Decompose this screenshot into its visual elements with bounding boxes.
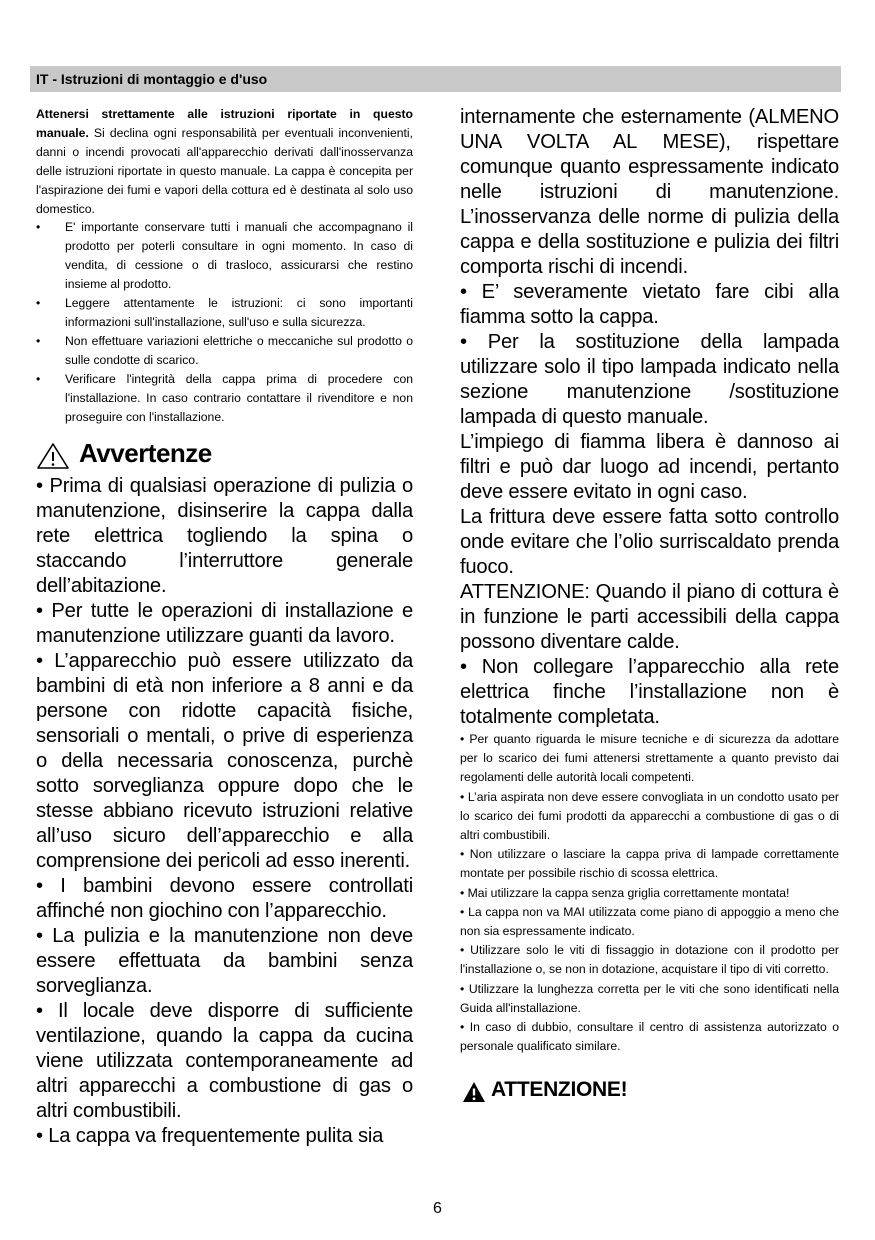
warning-paragraph: • E’ severamente vietato fare cibi alla fiamma sotto la cappa. xyxy=(460,281,839,328)
right-column xyxy=(460,105,839,1108)
warning-filled-icon xyxy=(462,1081,486,1103)
left-column xyxy=(36,105,413,1149)
list-item xyxy=(36,332,413,370)
safety-note: • In caso di dubbio, consultare il centro di assistenza autorizzato o personale qualificato similare. xyxy=(460,1020,839,1054)
list-item xyxy=(36,218,413,294)
safety-note: • Utilizzare la lunghezza corretta per le viti che sono identificati nella Guida all'installazione. xyxy=(460,981,839,1015)
bullet-dot: • xyxy=(36,333,41,348)
list-item-text: Leggere attentamente le istruzioni: ci sono importanti informazioni sull'installazione, sull'uso e sulla sicurezza. xyxy=(65,296,413,329)
list-item-text: Non effettuare variazioni elettriche o meccaniche sul prodotto o sulle condotte di scarico. xyxy=(65,333,413,367)
warning-paragraph: La frittura deve essere fatta sotto controllo onde evitare che l’olio surriscaldato prenda fuoco. xyxy=(460,506,839,578)
safety-note: • Utilizzare solo le viti di fissaggio in dotazione con il prodotto per l'installazione o, se non in dotazione, acquistare il tipo di viti corretto. xyxy=(460,943,839,977)
page-number: 6 xyxy=(433,1200,442,1217)
list-item-text: Verificare l'integrità della cappa prima di procedere con l'installazione. In caso contrario contattare il rivenditore e non proseguire con l'installazione. xyxy=(65,371,413,424)
section-header-title: IT - Istruzioni di montaggio e d'uso xyxy=(36,71,268,87)
list-item xyxy=(36,370,413,427)
warning-triangle-icon xyxy=(36,442,70,470)
bullet-dot: • xyxy=(36,371,41,386)
warnings-title: Avvertenze xyxy=(79,438,212,469)
intro-paragraph xyxy=(36,105,413,218)
warnings-heading xyxy=(36,438,413,474)
intro-bold-text: Attenersi strettamente alle istruzioni riportate in questo manuale. xyxy=(36,107,413,140)
warning-paragraph: • I bambini devono essere controllati affinché non giochino con l’apparecchio. xyxy=(36,875,413,923)
attention-heading xyxy=(460,1078,839,1108)
warning-paragraph: • Il locale deve disporre di sufficiente ventilazione, quando la cappa da cucina viene utilizzata contemporaneamente ad altri apparecchi a combustione di gas o altri combustibili. xyxy=(36,1000,413,1123)
section-header-bar xyxy=(30,66,841,92)
warning-paragraph: • L’apparecchio può essere utilizzato da bambini di età non inferiore a 8 anni e da persone con ridotte capacità fisiche, sensoriali o mentali, o prive di esperienza o della necessaria conoscenza, purchè sotto sorveglianza oppure dopo che le stesse abbiano ricevuto istruzioni relative all’uso sicuro dell’apparecchio e alla comprensione dei pericoli ad esso inerenti. xyxy=(36,650,413,873)
warning-paragraph: internamente che esternamente (ALMENO UNA VOLTA AL MESE), rispettare comunque quanto espressamente indicato nelle istruzioni di manutenzione. L’inosservanza delle norme di pulizia della cappa e della sostituzione e pulizia dei filtri comporta rischi di incendi. xyxy=(460,106,839,278)
safety-note: • L’aria aspirata non deve essere convogliata in un condotto usato per lo scarico dei fumi prodotti da apparecchi a combustione di gas o di altri combustibili. xyxy=(460,789,839,843)
warning-paragraph: L’impiego di fiamma libera è dannoso ai filtri e può dar luogo ad incendi, pertanto deve essere evitato in ogni caso. xyxy=(460,431,839,503)
warning-paragraph: • Prima di qualsiasi operazione di pulizia o manutenzione, disinserire la cappa dalla rete elettrica togliendo la spina o staccando l’interruttore generale dell’abitazione. xyxy=(36,475,413,598)
safety-note: • La cappa non va MAI utilizzata come piano di appoggio a meno che non sia espressamente indicato. xyxy=(460,904,839,939)
bullet-dot: • xyxy=(36,220,41,235)
bullet-dot: • xyxy=(36,296,41,311)
list-item-text: E' importante conservare tutti i manuali che accompagnano il prodotto per poterli consultare in ogni momento. In caso di vendita, di cessione o di trasloco, assicurarsi che restino insieme al prodotto. xyxy=(65,220,413,292)
safety-note: • Per quanto riguarda le misure tecniche e di sicurezza da adottare per lo scarico dei fumi attenersi strettamente a quanto previsto dai regolamenti delle autorità locali competenti. xyxy=(460,732,839,785)
warning-paragraph: • La cappa va frequentemente pulita sia xyxy=(36,1125,384,1148)
warning-paragraph: • La pulizia e la manutenzione non deve essere effettuata da bambini senza sorveglianza. xyxy=(36,925,413,998)
intro-bullet-list xyxy=(36,218,413,426)
warning-paragraph: • Per la sostituzione della lampada utilizzare solo il tipo lampada indicato nella sezione manutenzione /sostituzione lampada di questo manuale. xyxy=(460,331,839,428)
warning-paragraph: ATTENZIONE: Quando il piano di cottura è in funzione le parti accessibili della cappa possono diventare calde. xyxy=(460,581,839,653)
warning-paragraph: • Per tutte le operazioni di installazione e manutenzione utilizzare guanti da lavoro. xyxy=(36,600,413,648)
intro-text: Si declina ogni responsabilità per eventuali inconvenienti, danni o incendi provocati all'apparecchio derivati dall'inosservanza delle istruzioni riportate in questo manuale. La cappa è concepita per l'aspirazione dei fumi e vapori della cottura ed è destinata al solo uso domestico. xyxy=(36,125,413,216)
list-item xyxy=(36,294,413,332)
safety-note: • Non utilizzare o lasciare la cappa priva di lampade correttamente montate per possibile rischio di scossa elettrica. xyxy=(460,847,839,881)
safety-note: • Mai utilizzare la cappa senza griglia correttamente montata! xyxy=(460,885,790,900)
warning-paragraph: • Non collegare l’apparecchio alla rete elettrica finche l’installazione non è totalmente completata. xyxy=(460,656,839,728)
attention-title: ATTENZIONE! xyxy=(491,1078,628,1102)
